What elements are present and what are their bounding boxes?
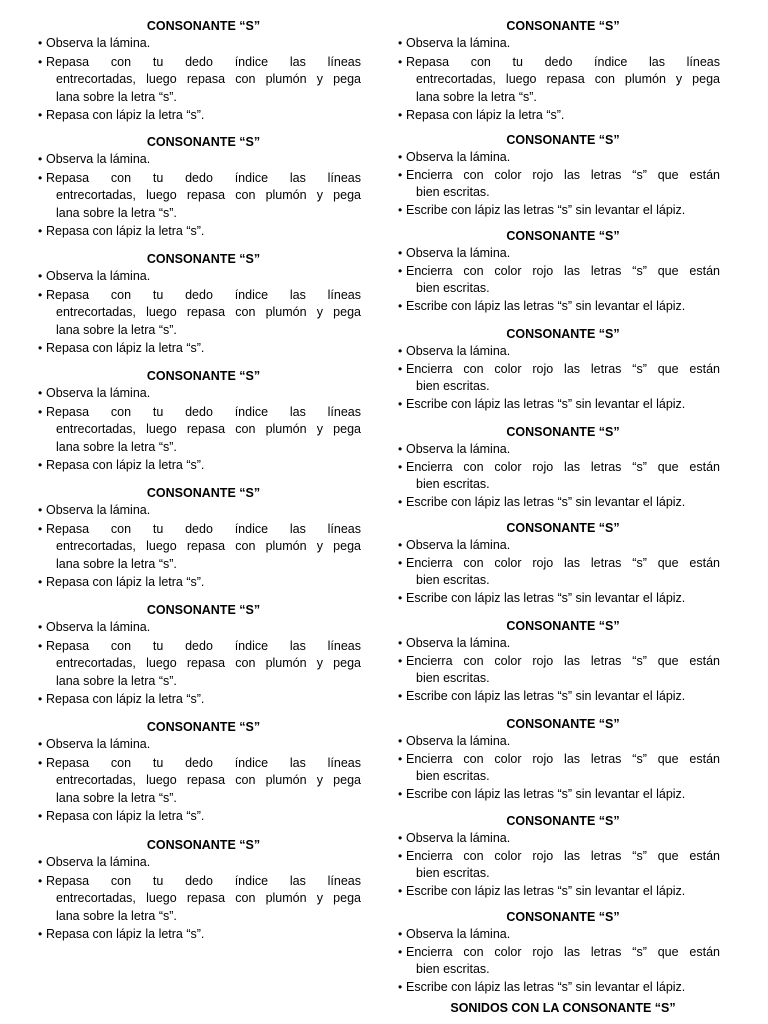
bullet-icon: • [398, 298, 403, 313]
item-text: Encierra con color rojo las letras “s” que están [406, 263, 720, 278]
worksheet-block [38, 485, 361, 592]
worksheet-block [398, 520, 720, 607]
list-item [38, 574, 361, 592]
item-text: Repasa con lápiz la letra “s”. [406, 108, 565, 122]
worksheet-block [398, 813, 720, 900]
item-text: Repasa con tu dedo índice las líneas [46, 287, 361, 302]
item-text: lana sobre la letra “s”. [56, 790, 177, 805]
list-item [398, 751, 720, 786]
item-text: entrecortadas, luego repasa con plumón y pega [56, 773, 361, 787]
list-item [38, 385, 361, 403]
block-title: CONSONANTE “S” [506, 19, 620, 33]
item-text: Observa la lámina. [46, 152, 151, 166]
item-text: Escribe con lápiz las letras “s” sin levantar el lápiz. [406, 979, 686, 994]
list-item [38, 170, 361, 223]
item-text: lana sobre la letra “s”. [56, 89, 177, 104]
bullet-icon: • [398, 786, 403, 801]
worksheet-block [398, 424, 720, 511]
block-title: CONSONANTE “S” [146, 486, 261, 500]
item-text: Encierra con color rojo las letras “s” que están [406, 944, 720, 959]
block-title: CONSONANTE “S” [146, 19, 261, 33]
bullet-icon: • [398, 54, 403, 69]
item-text: bien escritas. [416, 866, 490, 880]
bullet-icon: • [38, 36, 43, 50]
bullet-icon: • [38, 386, 43, 400]
block-title: CONSONANTE “S” [146, 252, 261, 266]
item-text: Repasa con tu dedo índice las líneas [46, 521, 361, 536]
block-title: CONSONANTE “S” [506, 229, 620, 243]
item-text: Observa la lámina. [46, 737, 151, 751]
bullet-icon: • [398, 590, 403, 605]
item-text: Repasa con lápiz la letra “s”. [46, 692, 205, 706]
worksheet-block [398, 618, 720, 705]
list-item [398, 298, 720, 316]
block-title: CONSONANTE “S” [506, 327, 620, 341]
item-text: Escribe con lápiz las letras “s” sin levantar el lápiz. [406, 883, 686, 898]
bullet-icon: • [398, 831, 403, 845]
bullet-icon: • [38, 503, 43, 517]
bullet-icon: • [398, 538, 403, 552]
item-text: Observa la lámina. [406, 734, 511, 748]
item-text: Escribe con lápiz las letras “s” sin levantar el lápiz. [406, 494, 686, 509]
item-text: lana sobre la letra “s”. [56, 908, 177, 923]
item-text: Observa la lámina. [406, 831, 511, 845]
item-text: Repasa con tu dedo índice las líneas [46, 404, 361, 419]
block-title: CONSONANTE “S” [506, 521, 620, 535]
list-item [38, 340, 361, 358]
bullet-icon: • [38, 269, 43, 283]
list-item [38, 35, 361, 53]
item-text: Observa la lámina. [406, 246, 511, 260]
bullet-icon: • [398, 979, 403, 994]
worksheet-block [398, 132, 720, 219]
bullet-icon: • [38, 108, 43, 122]
list-item [398, 830, 720, 848]
list-item [38, 404, 361, 457]
list-item [38, 521, 361, 574]
item-text: entrecortadas, luego repasa con plumón y pega [416, 72, 720, 86]
list-item [38, 691, 361, 709]
list-item [398, 263, 720, 298]
list-item [398, 441, 720, 459]
worksheet-block [38, 134, 361, 241]
item-text: Encierra con color rojo las letras “s” que están [406, 167, 720, 182]
list-item [398, 361, 720, 396]
block-title: CONSONANTE “S” [506, 425, 620, 439]
item-text: entrecortadas, luego repasa con plumón y pega [56, 188, 361, 202]
item-text: bien escritas. [416, 379, 490, 393]
item-text: Observa la lámina. [46, 620, 151, 634]
bullet-icon: • [398, 653, 403, 668]
item-text: Repasa con lápiz la letra “s”. [46, 224, 205, 238]
list-item [398, 35, 720, 53]
bullet-icon: • [398, 848, 403, 863]
item-text: entrecortadas, luego repasa con plumón y pega [56, 891, 361, 905]
list-item [38, 736, 361, 754]
block-title: CONSONANTE “S” [146, 603, 261, 617]
item-text: Encierra con color rojo las letras “s” que están [406, 848, 720, 863]
list-item [38, 107, 361, 125]
bullet-icon: • [38, 927, 43, 941]
list-item [398, 883, 720, 901]
bullet-icon: • [38, 638, 43, 653]
bullet-icon: • [398, 361, 403, 376]
bullet-icon: • [38, 620, 43, 634]
list-item [38, 926, 361, 944]
bullet-icon: • [38, 152, 43, 166]
item-text: Escribe con lápiz las letras “s” sin levantar el lápiz. [406, 688, 686, 703]
item-text: Escribe con lápiz las letras “s” sin levantar el lápiz. [406, 396, 686, 411]
list-item [398, 537, 720, 555]
item-text: Repasa con lápiz la letra “s”. [46, 341, 205, 355]
list-item [38, 54, 361, 107]
item-text: Observa la lámina. [406, 150, 511, 164]
item-text: Observa la lámina. [46, 269, 151, 283]
item-text: Repasa con lápiz la letra “s”. [46, 458, 205, 472]
worksheet-block [398, 18, 720, 125]
bullet-icon: • [398, 636, 403, 650]
item-text: bien escritas. [416, 962, 490, 976]
item-text: Repasa con tu dedo índice las líneas [46, 873, 361, 888]
bullet-icon: • [38, 521, 43, 536]
bullet-icon: • [398, 927, 403, 941]
block-title: CONSONANTE “S” [146, 720, 261, 734]
block-title: CONSONANTE “S” [146, 135, 261, 149]
list-item [398, 979, 720, 997]
list-item [398, 396, 720, 414]
list-item [38, 268, 361, 286]
item-text: lana sobre la letra “s”. [56, 673, 177, 688]
item-text: Observa la lámina. [46, 503, 151, 517]
list-item [398, 848, 720, 883]
item-text: Repasa con lápiz la letra “s”. [46, 575, 205, 589]
item-text: bien escritas. [416, 573, 490, 587]
worksheet-block [38, 602, 361, 709]
list-item [38, 873, 361, 926]
bullet-icon: • [398, 944, 403, 959]
bullet-icon: • [398, 108, 403, 122]
worksheet-block [38, 837, 361, 944]
block-title: CONSONANTE “S” [506, 717, 620, 731]
item-text: Repasa con tu dedo índice las líneas [406, 54, 720, 69]
block-title: CONSONANTE “S” [146, 369, 261, 383]
list-item [398, 149, 720, 167]
list-item [398, 494, 720, 512]
item-text: Observa la lámina. [406, 442, 511, 456]
item-text: Encierra con color rojo las letras “s” que están [406, 555, 720, 570]
item-text: lana sobre la letra “s”. [56, 205, 177, 220]
bullet-icon: • [38, 737, 43, 751]
bullet-icon: • [398, 494, 403, 509]
bullet-icon: • [398, 688, 403, 703]
bullet-icon: • [398, 202, 403, 217]
worksheet-block [38, 251, 361, 358]
item-text: bien escritas. [416, 185, 490, 199]
bullet-icon: • [398, 459, 403, 474]
bullet-icon: • [38, 224, 43, 238]
item-text: bien escritas. [416, 769, 490, 783]
list-item [398, 944, 720, 979]
list-item [398, 555, 720, 590]
bullet-icon: • [38, 855, 43, 869]
item-text: Observa la lámina. [406, 927, 511, 941]
bullet-icon: • [398, 442, 403, 456]
bullet-icon: • [398, 263, 403, 278]
item-text: lana sobre la letra “s”. [56, 439, 177, 454]
item-text: Repasa con tu dedo índice las líneas [46, 755, 361, 770]
block-title: CONSONANTE “S” [506, 619, 620, 633]
bullet-icon: • [38, 458, 43, 472]
worksheet-block [398, 326, 720, 413]
item-text: Observa la lámina. [406, 538, 511, 552]
block-title: CONSONANTE “S” [506, 814, 620, 828]
bullet-icon: • [398, 167, 403, 182]
item-text: Repasa con lápiz la letra “s”. [46, 927, 205, 941]
worksheet-block [398, 228, 720, 315]
bullet-icon: • [398, 344, 403, 358]
item-text: bien escritas. [416, 671, 490, 685]
item-text: Repasa con lápiz la letra “s”. [46, 108, 205, 122]
bullet-icon: • [38, 809, 43, 823]
list-item [38, 223, 361, 241]
worksheet-block [398, 716, 720, 803]
item-text: Encierra con color rojo las letras “s” que están [406, 751, 720, 766]
item-text: Repasa con tu dedo índice las líneas [46, 54, 361, 69]
list-item [38, 854, 361, 872]
list-item [38, 808, 361, 826]
list-item [38, 287, 361, 340]
bullet-icon: • [398, 751, 403, 766]
item-text: lana sobre la letra “s”. [56, 556, 177, 571]
item-text: Repasa con lápiz la letra “s”. [46, 809, 205, 823]
bullet-icon: • [38, 341, 43, 355]
list-item [398, 688, 720, 706]
bullet-icon: • [38, 873, 43, 888]
item-text: Observa la lámina. [406, 36, 511, 50]
worksheet-block [38, 719, 361, 826]
list-item [38, 755, 361, 808]
list-item [398, 343, 720, 361]
item-text: lana sobre la letra “s”. [56, 322, 177, 337]
bullet-icon: • [38, 755, 43, 770]
list-item [398, 653, 720, 688]
item-text: lana sobre la letra “s”. [416, 89, 537, 104]
list-item [38, 619, 361, 637]
list-item [398, 54, 720, 107]
block-title: CONSONANTE “S” [506, 133, 620, 147]
bullet-icon: • [398, 883, 403, 898]
item-text: Observa la lámina. [46, 386, 151, 400]
item-text: entrecortadas, luego repasa con plumón y pega [56, 539, 361, 553]
bullet-icon: • [398, 734, 403, 748]
item-text: Encierra con color rojo las letras “s” que están [406, 653, 720, 668]
list-item [38, 502, 361, 520]
list-item [398, 167, 720, 202]
bullet-icon: • [38, 170, 43, 185]
list-item [398, 245, 720, 263]
list-item [398, 733, 720, 751]
item-text: bien escritas. [416, 477, 490, 491]
item-text: Observa la lámina. [406, 344, 511, 358]
worksheet-block [398, 909, 720, 996]
item-text: Observa la lámina. [46, 855, 151, 869]
bullet-icon: • [398, 396, 403, 411]
list-item [38, 638, 361, 691]
item-text: Escribe con lápiz las letras “s” sin levantar el lápiz. [406, 202, 686, 217]
bullet-icon: • [398, 555, 403, 570]
item-text: entrecortadas, luego repasa con plumón y pega [56, 72, 361, 86]
item-text: Repasa con tu dedo índice las líneas [46, 638, 361, 653]
bullet-icon: • [398, 246, 403, 260]
list-item [38, 151, 361, 169]
bullet-icon: • [38, 692, 43, 706]
bullet-icon: • [38, 287, 43, 302]
list-item [398, 107, 720, 125]
bullet-icon: • [38, 404, 43, 419]
item-text: Repasa con tu dedo índice las líneas [46, 170, 361, 185]
bullet-icon: • [398, 150, 403, 164]
item-text: bien escritas. [416, 281, 490, 295]
list-item [398, 786, 720, 804]
list-item [398, 590, 720, 608]
item-text: entrecortadas, luego repasa con plumón y pega [56, 422, 361, 436]
item-text: entrecortadas, luego repasa con plumón y pega [56, 656, 361, 670]
worksheet-block [38, 18, 361, 125]
item-text: Observa la lámina. [46, 36, 151, 50]
block-title: CONSONANTE “S” [146, 838, 261, 852]
bullet-icon: • [398, 36, 403, 50]
worksheet-block [38, 368, 361, 475]
item-text: Escribe con lápiz las letras “s” sin levantar el lápiz. [406, 298, 686, 313]
list-item [398, 202, 720, 220]
block-title: CONSONANTE “S” [506, 910, 620, 924]
bullet-icon: • [38, 54, 43, 69]
list-item [398, 459, 720, 494]
list-item [38, 457, 361, 475]
footer-title: SONIDOS CON LA CONSONANTE “S” [450, 1001, 676, 1015]
bullet-icon: • [38, 575, 43, 589]
list-item [398, 635, 720, 653]
item-text: Observa la lámina. [406, 636, 511, 650]
item-text: Encierra con color rojo las letras “s” que están [406, 361, 720, 376]
list-item [398, 926, 720, 944]
item-text: Escribe con lápiz las letras “s” sin levantar el lápiz. [406, 786, 686, 801]
item-text: Encierra con color rojo las letras “s” que están [406, 459, 720, 474]
item-text: Escribe con lápiz las letras “s” sin levantar el lápiz. [406, 590, 686, 605]
item-text: entrecortadas, luego repasa con plumón y pega [56, 305, 361, 319]
